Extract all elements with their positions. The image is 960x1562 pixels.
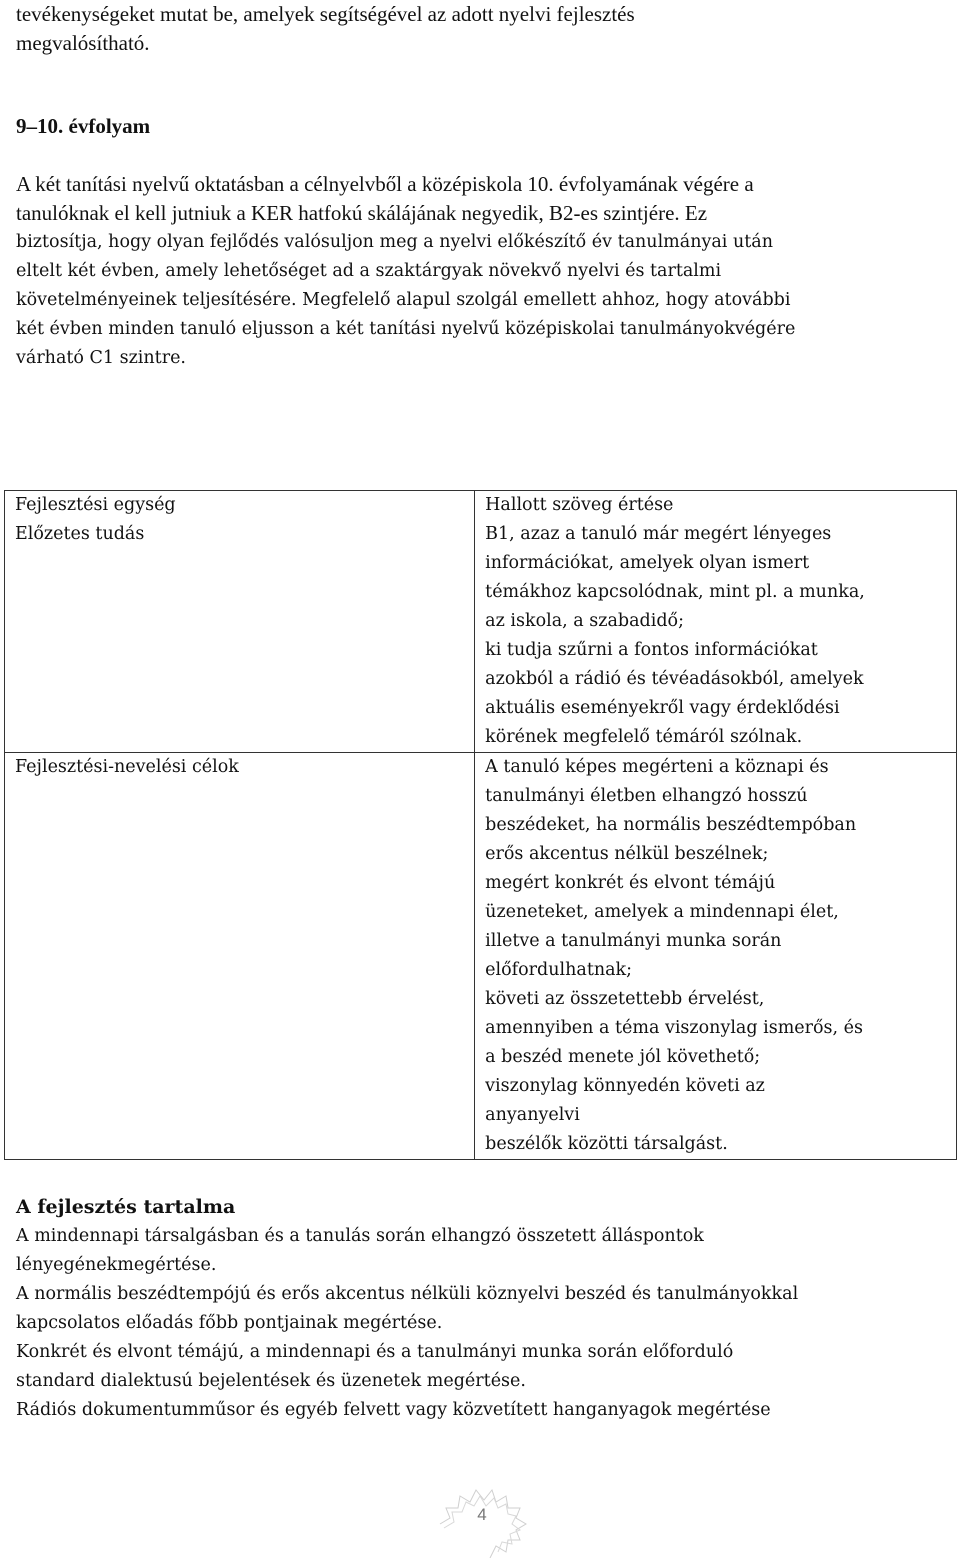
content-line: standard dialektusú bejelentések és üzenetek megértése.: [16, 1371, 526, 1391]
page-number-badge: [432, 1478, 532, 1558]
cell-line: tanulmányi életben elhangzó hosszú: [485, 786, 808, 806]
intro-line-2: megvalósítható.: [16, 31, 150, 55]
content-heading: A fejlesztés tartalma: [16, 1196, 236, 1218]
cell-line: a beszéd menete jól követhető;: [485, 1047, 761, 1067]
table-row: [5, 491, 957, 753]
cell-line: illetve a tanulmányi munka során: [485, 931, 782, 951]
cell-line: Hallott szöveg értése: [485, 495, 674, 515]
table-cell-left: [5, 491, 475, 753]
cell-line: az iskola, a szabadidő;: [485, 611, 684, 631]
grade-heading: 9–10. évfolyam: [16, 114, 151, 138]
cell-label-goals: Fejlesztési-nevelési célok: [15, 757, 239, 777]
cell-line: amennyiben a téma viszonylag ismerős, és: [485, 1018, 863, 1038]
paragraph-line: biztosítja, hogy olyan fejlődés valósuljon meg a nyelvi előkészítő év tanulmányai után: [16, 232, 773, 252]
cell-line: aktuális eseményekről vagy érdeklődési: [485, 698, 840, 718]
cell-label-unit: Fejlesztési egység: [15, 495, 176, 515]
table-cell-left: [5, 753, 475, 1160]
cell-line: beszédeket, ha normális beszédtempóban: [485, 815, 857, 835]
content-section: [16, 1193, 946, 1425]
cell-line: körének megfelelő témáról szólnak.: [485, 727, 803, 747]
cell-line: követi az összetettebb érvelést,: [485, 989, 765, 1009]
content-line: kapcsolatos előadás főbb pontjainak megértése.: [16, 1313, 443, 1333]
cell-line: üzeneteket, amelyek a mindennapi élet,: [485, 902, 839, 922]
content-line: Rádiós dokumentumműsor és egyéb felvett vagy közvetített hanganyagok megértése: [16, 1400, 771, 1420]
paragraph-segment: Ez: [679, 201, 708, 225]
cell-line: B1, azaz a tanuló már megért lényeges: [485, 524, 832, 544]
paragraph-line: eltelt két évben, amely lehetőséget ad a szaktárgyak növekvő nyelvi és tartalmi: [16, 261, 722, 281]
content-line: lényegénekmegértése.: [16, 1255, 217, 1275]
document-page: [16, 0, 946, 368]
paragraph-line: várható C1 szintre.: [16, 348, 186, 368]
paragraph-line: A két tanítási nyelvű oktatásban a célnyelvből a középiskola 10. évfolyamának végére a: [16, 172, 754, 196]
development-table: [4, 490, 957, 1160]
cell-line: viszonylag könnyedén követi az: [485, 1076, 765, 1096]
paragraph-segment: tanulóknak el kell jutniuk a KER hatfokú skálájának negyedik, B2-es szintjére.: [16, 201, 680, 225]
table-cell-right: [475, 753, 957, 1160]
grade-paragraph: [16, 170, 946, 373]
content-line: Konkrét és elvont témájú, a mindennapi és a tanulmányi munka során előforduló: [16, 1342, 734, 1362]
cell-line: anyanyelvi: [485, 1105, 580, 1125]
table-cell-right: [475, 491, 957, 753]
cell-line: előfordulhatnak;: [485, 960, 633, 980]
page-number: 4: [477, 1505, 487, 1524]
paragraph-line: két évben minden tanuló eljusson a két tanítási nyelvű középiskolai tanulmányokvégére: [16, 319, 796, 339]
cell-line: témákhoz kapcsolódnak, mint pl. a munka,: [485, 582, 865, 602]
cell-line: beszélők közötti társalgást.: [485, 1134, 728, 1154]
cell-line: megért konkrét és elvont témájú: [485, 873, 776, 893]
cell-line: erős akcentus nélkül beszélnek;: [485, 844, 769, 864]
intro-line-1: tevékenységeket mutat be, amelyek segítségével az adott nyelvi fejlesztés: [16, 2, 635, 26]
content-line: A normális beszédtempójú és erős akcentus nélküli köznyelvi beszéd és tanulmányokkal: [16, 1284, 799, 1304]
cell-line: A tanuló képes megérteni a köznapi és: [485, 757, 829, 777]
cell-line: azokból a rádió és tévéadásokból, amelyek: [485, 669, 864, 689]
cell-line: ki tudja szűrni a fontos információkat: [485, 640, 818, 660]
paragraph-line: [16, 199, 946, 228]
paragraph-line: követelményeinek teljesítésére. Megfelelő alapul szolgál emellett ahhoz, hogy atovábbi: [16, 290, 791, 310]
content-line: A mindennapi társalgásban és a tanulás során elhangzó összetett álláspontok: [16, 1226, 704, 1246]
cell-label-prior-knowledge: Előzetes tudás: [15, 524, 145, 544]
cell-line: információkat, amelyek olyan ismert: [485, 553, 810, 573]
table-row: [5, 753, 957, 1160]
